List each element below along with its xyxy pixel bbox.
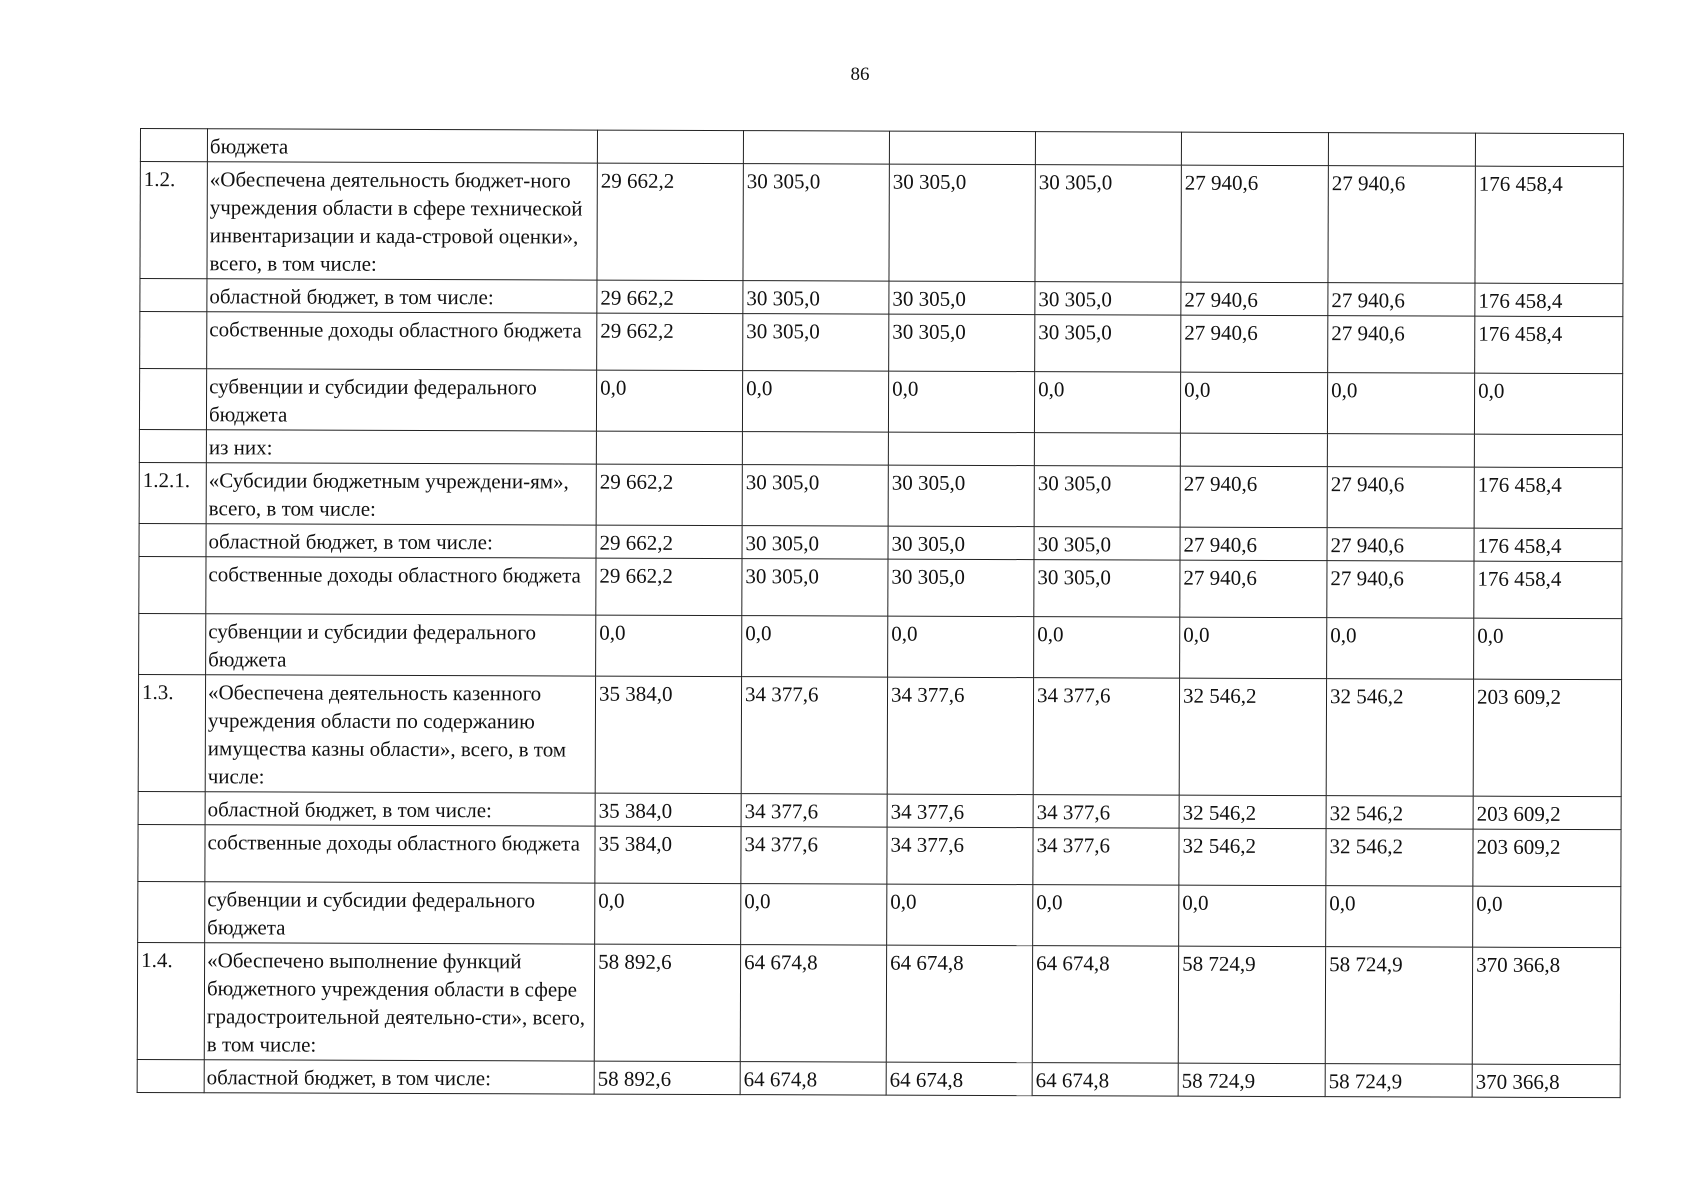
value-cell: 30 305,0 — [1034, 466, 1180, 528]
table-row — [139, 429, 1622, 467]
value-cell: 0,0 — [742, 371, 888, 433]
value-cell — [1180, 433, 1327, 467]
value-cell: 27 940,6 — [1327, 561, 1474, 619]
value-cell: 0,0 — [1034, 372, 1180, 434]
value-cell: 176 458,4 — [1474, 561, 1622, 619]
value-cell: 34 377,6 — [1033, 795, 1179, 829]
row-number-cell — [139, 613, 206, 674]
value-cell: 58 724,9 — [1178, 1063, 1325, 1097]
value-cell: 64 674,8 — [886, 945, 1032, 1063]
value-cell: 58 892,6 — [594, 1061, 740, 1095]
value-cell: 0,0 — [1474, 618, 1622, 680]
value-cell: 30 305,0 — [888, 526, 1034, 560]
value-cell: 370 366,8 — [1472, 947, 1620, 1065]
row-name-cell: бюджета — [207, 129, 597, 163]
row-name-cell: субвенции и субсидии федерального бюджета — [205, 882, 595, 944]
row-name-cell: субвенции и субсидии федерального бюджета — [206, 614, 596, 676]
value-cell: 30 305,0 — [1035, 282, 1181, 316]
value-cell: 64 674,8 — [1032, 946, 1178, 1064]
value-cell: 203 609,2 — [1473, 679, 1621, 797]
value-cell: 27 940,6 — [1181, 165, 1328, 283]
value-cell: 0,0 — [596, 370, 742, 432]
row-number-cell — [139, 369, 206, 430]
value-cell: 27 940,6 — [1180, 560, 1327, 618]
row-number-cell — [140, 279, 207, 312]
value-cell: 176 458,4 — [1474, 528, 1622, 562]
value-cell: 0,0 — [1180, 372, 1327, 434]
table-row — [137, 1059, 1620, 1097]
value-cell: 32 546,2 — [1326, 796, 1473, 830]
value-cell: 0,0 — [595, 883, 741, 945]
value-cell: 58 892,6 — [594, 944, 740, 1062]
value-cell: 58 724,9 — [1178, 946, 1325, 1064]
table-row — [138, 674, 1621, 796]
value-cell: 0,0 — [1326, 886, 1473, 948]
value-cell: 34 377,6 — [887, 677, 1033, 795]
row-name-cell: собственные доходы областного бюджета — [207, 312, 597, 370]
value-cell — [1328, 133, 1475, 167]
value-cell: 29 662,2 — [597, 313, 743, 371]
value-cell: 30 305,0 — [888, 465, 1034, 527]
row-name-cell: субвенции и субсидии федерального бюджета — [206, 369, 596, 431]
value-cell — [1475, 133, 1623, 167]
value-cell: 32 546,2 — [1179, 678, 1326, 796]
value-cell: 27 940,6 — [1181, 315, 1328, 373]
value-cell: 30 305,0 — [743, 281, 889, 315]
value-cell: 30 305,0 — [1034, 527, 1180, 561]
row-number-cell: 1.4. — [137, 942, 204, 1059]
value-cell: 0,0 — [887, 884, 1033, 946]
value-cell: 30 305,0 — [889, 314, 1035, 372]
value-cell: 27 940,6 — [1328, 283, 1475, 317]
row-number-cell — [138, 791, 205, 824]
value-cell — [888, 432, 1034, 466]
value-cell: 29 662,2 — [597, 280, 743, 314]
row-number-cell — [139, 523, 206, 556]
budget-table-body — [137, 129, 1623, 1098]
value-cell: 34 377,6 — [1033, 678, 1179, 796]
value-cell: 30 305,0 — [889, 164, 1035, 282]
table-row — [138, 824, 1621, 886]
value-cell: 32 546,2 — [1179, 795, 1326, 829]
row-name-cell: «Обеспечено выполнение функций бюджетного учреждения области в сфере градостроительной деятельно-сти», всего, в том числе: — [204, 943, 594, 1061]
value-cell: 30 305,0 — [1035, 165, 1181, 283]
value-cell: 30 305,0 — [1035, 315, 1181, 373]
value-cell: 30 305,0 — [743, 164, 889, 282]
value-cell: 0,0 — [1180, 617, 1327, 679]
row-name-cell: областной бюджет, в том числе: — [207, 279, 597, 313]
value-cell: 203 609,2 — [1473, 796, 1621, 830]
value-cell — [742, 432, 888, 466]
table-row — [138, 791, 1621, 829]
row-number-cell: 1.2.1. — [139, 462, 206, 523]
row-name-cell: из них: — [206, 430, 596, 464]
table-row — [140, 162, 1623, 284]
value-cell: 27 940,6 — [1327, 528, 1474, 562]
value-cell: 27 940,6 — [1328, 166, 1475, 284]
row-number-cell — [139, 556, 206, 613]
value-cell: 27 940,6 — [1180, 466, 1327, 528]
table-row — [137, 942, 1620, 1064]
value-cell — [889, 131, 1035, 165]
value-cell: 0,0 — [596, 615, 742, 677]
value-cell: 64 674,8 — [740, 945, 886, 1063]
row-name-cell: «Субсидии бюджетным учреждени-ям», всего, в том числе: — [206, 463, 596, 525]
value-cell: 176 458,4 — [1475, 316, 1623, 374]
value-cell: 0,0 — [1179, 885, 1326, 947]
value-cell: 34 377,6 — [887, 827, 1033, 885]
value-cell: 30 305,0 — [742, 465, 888, 527]
value-cell: 0,0 — [1474, 373, 1622, 435]
value-cell — [1474, 434, 1622, 468]
row-number-cell — [140, 129, 207, 162]
row-name-cell: собственные доходы областного бюджета — [205, 825, 595, 883]
page-number: 86 — [850, 64, 870, 85]
row-number-cell — [139, 429, 206, 462]
table-row — [140, 129, 1623, 167]
value-cell: 0,0 — [1034, 617, 1180, 679]
table-row — [139, 462, 1622, 528]
value-cell: 30 305,0 — [889, 281, 1035, 315]
value-cell: 0,0 — [888, 616, 1034, 678]
budget-table — [137, 128, 1624, 1098]
row-number-cell — [138, 824, 205, 881]
value-cell: 64 674,8 — [740, 1062, 886, 1096]
table-row — [139, 369, 1622, 435]
value-cell — [1034, 433, 1180, 467]
row-name-cell: областной бюджет, в том числе: — [206, 524, 596, 558]
value-cell: 29 662,2 — [597, 163, 743, 281]
value-cell: 27 940,6 — [1180, 527, 1327, 561]
value-cell: 176 458,4 — [1475, 166, 1623, 284]
value-cell: 35 384,0 — [595, 793, 741, 827]
row-name-cell: собственные доходы областного бюджета — [206, 557, 596, 615]
value-cell: 32 546,2 — [1179, 828, 1326, 886]
value-cell: 58 724,9 — [1325, 1064, 1472, 1098]
row-number-cell — [137, 1059, 204, 1092]
value-cell: 35 384,0 — [595, 826, 741, 884]
value-cell: 30 305,0 — [1034, 560, 1180, 618]
value-cell: 176 458,4 — [1474, 467, 1622, 529]
value-cell: 27 940,6 — [1327, 467, 1474, 529]
table-row — [139, 556, 1622, 618]
value-cell: 34 377,6 — [741, 827, 887, 885]
value-cell — [1181, 132, 1328, 166]
value-cell: 34 377,6 — [741, 794, 887, 828]
value-cell: 0,0 — [742, 616, 888, 678]
value-cell: 30 305,0 — [742, 526, 888, 560]
table-row — [138, 881, 1621, 947]
value-cell: 0,0 — [1033, 885, 1179, 947]
value-cell: 30 305,0 — [888, 559, 1034, 617]
value-cell: 0,0 — [741, 884, 887, 946]
row-number-cell: 1.2. — [140, 162, 207, 279]
value-cell: 27 940,6 — [1181, 282, 1328, 316]
value-cell: 64 674,8 — [886, 1062, 1032, 1096]
value-cell: 0,0 — [1327, 373, 1474, 435]
row-number-cell — [140, 312, 207, 369]
value-cell — [1035, 132, 1181, 166]
value-cell: 27 940,6 — [1328, 316, 1475, 374]
value-cell: 176 458,4 — [1475, 283, 1623, 317]
row-number-cell — [138, 881, 205, 942]
value-cell — [596, 431, 742, 465]
value-cell — [743, 131, 889, 165]
value-cell: 32 546,2 — [1326, 679, 1473, 797]
row-number-cell: 1.3. — [138, 674, 205, 791]
value-cell: 32 546,2 — [1326, 829, 1473, 887]
value-cell: 35 384,0 — [595, 676, 741, 794]
row-name-cell: «Обеспечена деятельность казенного учреждения области по содержанию имущества казны области», всего, в том числе: — [205, 675, 595, 793]
value-cell: 30 305,0 — [743, 314, 889, 372]
value-cell: 370 366,8 — [1472, 1064, 1620, 1098]
value-cell: 34 377,6 — [741, 677, 887, 795]
value-cell: 29 662,2 — [596, 464, 742, 526]
value-cell: 34 377,6 — [887, 794, 1033, 828]
value-cell: 203 609,2 — [1473, 829, 1621, 887]
value-cell: 29 662,2 — [596, 558, 742, 616]
value-cell: 30 305,0 — [742, 559, 888, 617]
value-cell: 29 662,2 — [596, 525, 742, 559]
value-cell: 0,0 — [888, 371, 1034, 433]
value-cell — [1327, 434, 1474, 468]
value-cell: 58 724,9 — [1325, 947, 1472, 1065]
row-name-cell: «Обеспечена деятельность бюджет-ного учреждения области в сфере технической инвентаризации и када-стровой оценки», всего, в том числе: — [207, 162, 597, 280]
row-name-cell: областной бюджет, в том числе: — [205, 792, 595, 826]
value-cell: 0,0 — [1473, 886, 1621, 948]
table-row — [140, 312, 1623, 374]
budget-table-sheet — [137, 128, 1624, 1098]
value-cell — [597, 130, 743, 164]
value-cell: 64 674,8 — [1032, 1063, 1178, 1097]
table-row — [139, 613, 1622, 679]
value-cell: 0,0 — [1327, 618, 1474, 680]
table-row — [139, 523, 1622, 561]
row-name-cell: областной бюджет, в том числе: — [204, 1060, 594, 1094]
table-row — [140, 279, 1623, 317]
value-cell: 34 377,6 — [1033, 828, 1179, 886]
